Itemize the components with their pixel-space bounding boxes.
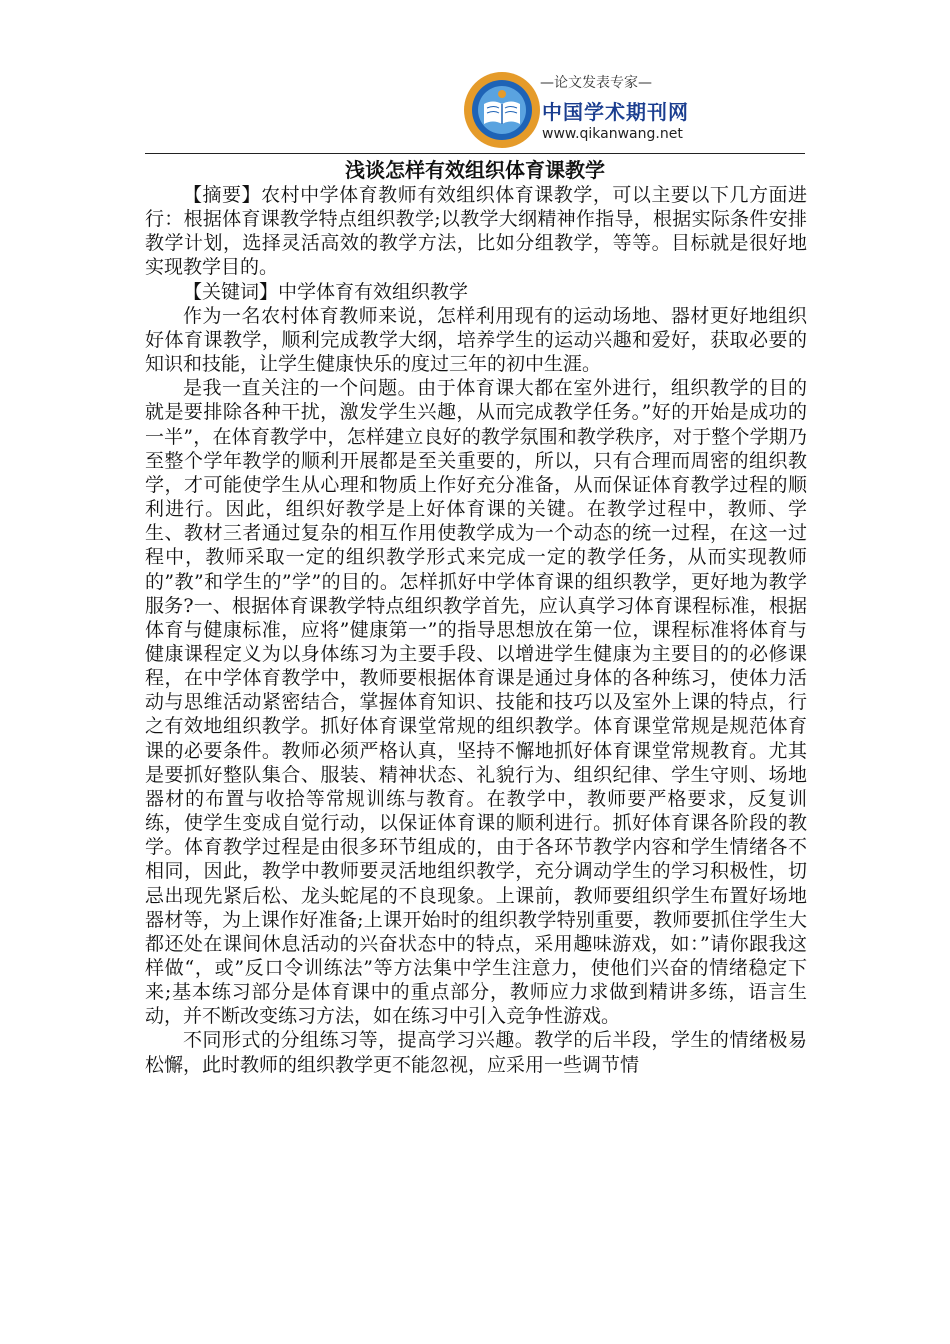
body-paragraph: 作为一名农村体育教师来说，怎样利用现有的运动场地、器材更好地组织好体育课教学，顺利完成教学大纲，培养学生的运动兴趣和爱好，获取必要的知识和技能，让学生健康快乐的度过三年的初中生涯。: [145, 304, 807, 376]
body-paragraph: 不同形式的分组练习等，提高学习兴趣。教学的后半段，学生的情绪极易松懈，此时教师的组织教学更不能忽视，应采用一些调节情: [145, 1029, 807, 1076]
brand-tagline: —论文发表专家—: [540, 75, 652, 91]
brand-url[interactable]: www.qikanwang.net: [542, 126, 683, 142]
keywords-paragraph: 【关键词】中学体育有效组织教学: [183, 280, 469, 303]
header-divider: [145, 153, 805, 154]
brand-name: 中国学术期刊网: [542, 100, 689, 124]
site-header: [462, 70, 702, 150]
body-paragraph: 是我一直关注的一个问题。由于体育课大都在室外进行，组织教学的目的就是要排除各种干扰，激发学生兴趣，从而完成教学任务。”好的开始是成功的一半”，在体育教学中，怎样建立良好的教学氛围和教学秩序，对于整个学期乃至整个学年教学的顺利开展都是至关重要的，所以，只有合理而周密的组织教学，才可能使学生从心理和物质上作好充分准备，从而保证体育教学过程的顺利进行。因此，组织好教学是上好体育课的关键。在教学过程中，教师、学生、教材三者通过复杂的相互作用使教学成为一个动态的统一过程，在这一过程中，教师采取一定的组织教学形式来完成一定的教学任务，从而实现教师的”教”和学生的”学”的目的。怎样抓好中学体育课的组织教学，更好地为教学服务?一、根据体育课教学特点组织教学首先，应认真学习体育课程标准，根据体育与健康标准，应将”健康第一”的指导思想放在第一位，课程标准将体育与健康课程定义为以身体练习为主要手段、以增进学生健康为主要目的的必修课程，在中学体育教学中，教师要根据体育课是通过身体的各种练习，使体力活动与思维活动紧密结合，掌握体育知识、技能和技巧以及室外上课的特点，行之有效地组织教学。抓好体育课堂常规的组织教学。体育课堂常规是规范体育课的必要条件。教师必须严格认真，坚持不懈地抓好体育课堂常规教育。尤其是要抓好整队集合、服装、精神状态、礼貌行为、组织纪律、学生守则、场地器材的布置与收拾等常规训练与教育。在教学中，教师要严格要求，反复训练，使学生变成自觉行动，以保证体育课的顺利进行。抓好体育课各阶段的教学。体育教学过程是由很多环节组成的，由于各环节教学内容和学生情绪各不相同，因此，教学中教师要灵活地组织教学，充分调动学生的学习积极性，切忌出现先紧后松、龙头蛇尾的不良现象。上课前，教师要组织学生布置好场地器材等，为上课作好准备;上课开始时的组织教学特别重要，教师要抓住学生大都还处在课间休息活动的兴奋状态中的特点，采用趣味游戏，如：”请你跟我这样做“，或”反口令训练法”等方法集中学生注意力，使他们兴奋的情绪稳定下来;基本练习部分是体育课中的重点部分，教师应力求做到精讲多练，语言生动，并不断改变练习方法，如在练习中引入竞争性游戏。: [145, 377, 807, 1028]
article-title: 浅谈怎样有效组织体育课教学: [345, 158, 605, 182]
book-globe-logo-icon: [462, 70, 542, 150]
article-body: [145, 183, 807, 1077]
abstract-paragraph: 【摘要】农村中学体育教师有效组织体育课教学，可以主要以下几方面进行：根据体育课教学特点组织教学;以教学大纲精神作指导，根据实际条件安排教学计划，选择灵活高效的教学方法，比如分组教学，等等。目标就是很好地实现教学目的。: [145, 184, 807, 279]
